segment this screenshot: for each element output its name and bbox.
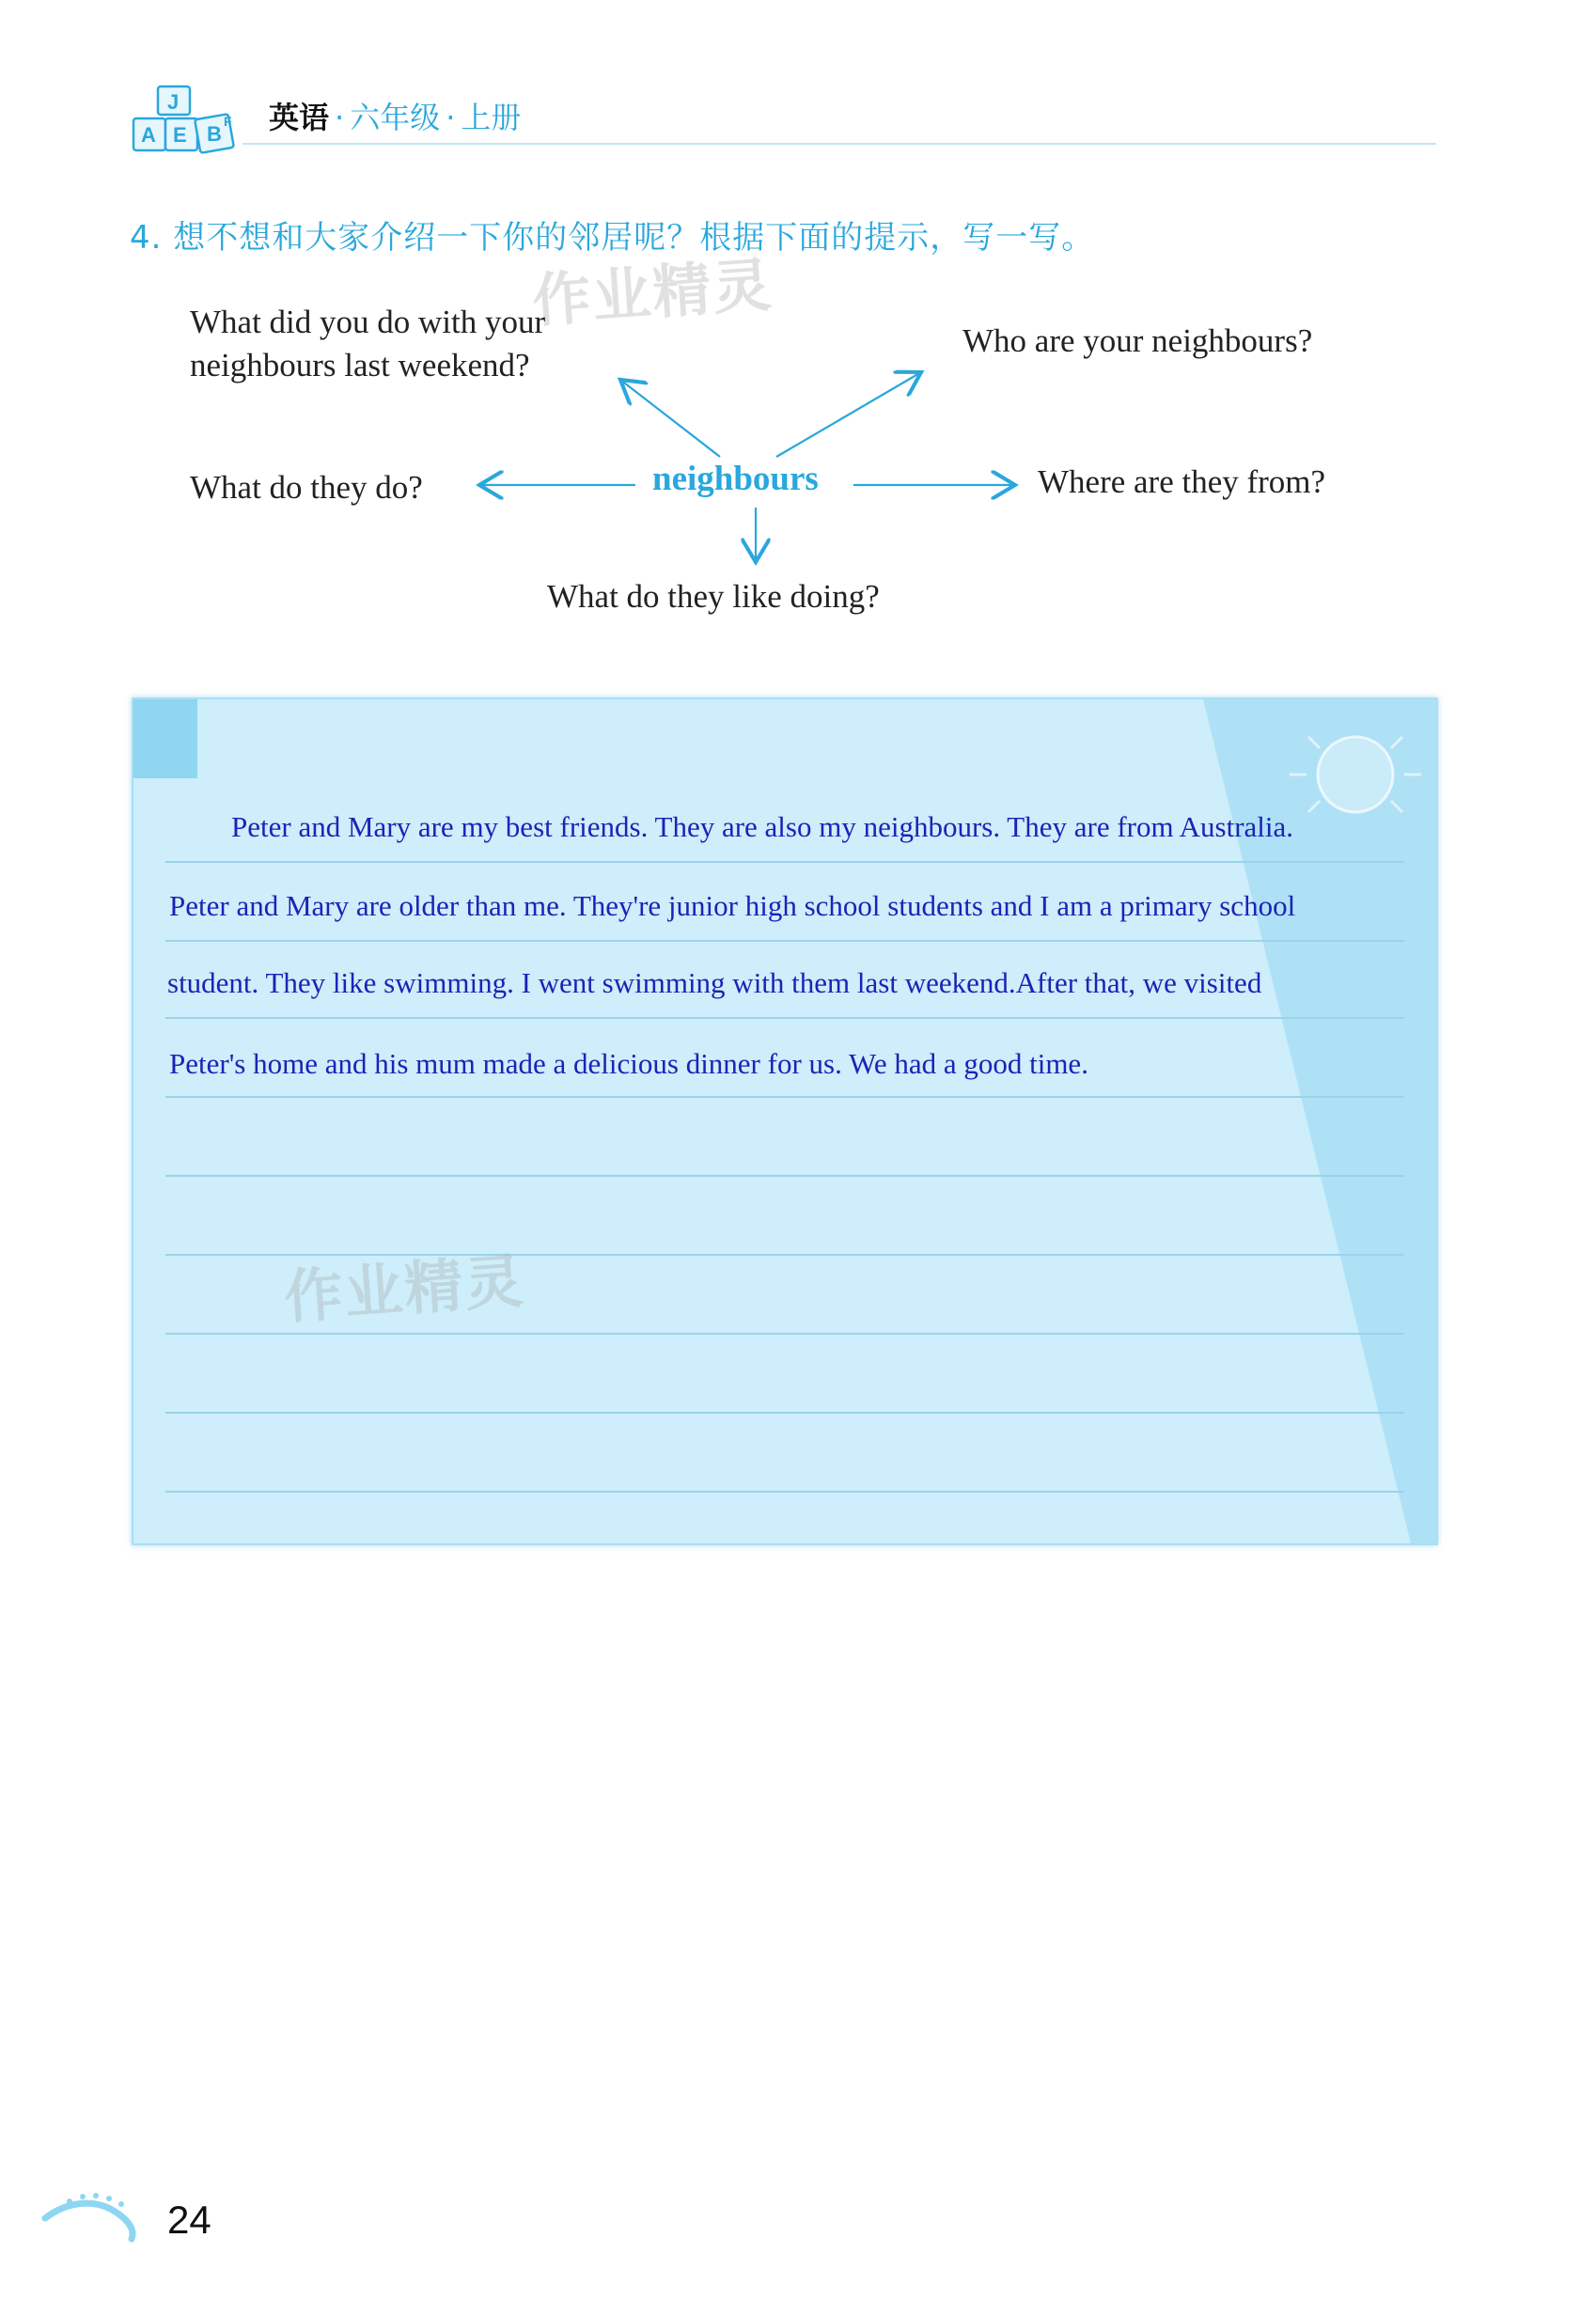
svg-text:A: A xyxy=(141,123,156,147)
wave-ornament-icon xyxy=(41,2190,145,2246)
task-prompt: 4. 想不想和大家介绍一下你的邻居呢？根据下面的提示，写一写。 xyxy=(130,219,1095,257)
answer-line-4: Peter's home and his mum made a delicious dinner for us. We had a good time. xyxy=(169,1047,1088,1080)
writing-line-3 xyxy=(165,1017,1404,1019)
writing-line-4 xyxy=(165,1096,1404,1098)
abc-blocks-logo-icon xyxy=(130,83,241,162)
writing-line-5 xyxy=(165,1175,1404,1177)
writing-card xyxy=(132,697,1438,1545)
writing-line-9 xyxy=(165,1491,1404,1493)
question-last-weekend xyxy=(190,301,545,387)
question-last-weekend-line1: What did you do with your xyxy=(190,304,546,340)
watermark: 作业精灵 xyxy=(530,250,775,336)
volume-label: 上册 xyxy=(461,100,522,135)
question-who: Who are your neighbours? xyxy=(962,322,1313,359)
arrow-to-who xyxy=(776,372,921,457)
answer-line-1: Peter and Mary are my best friends. They are also my neighbours. They are from Australia. xyxy=(231,810,1294,843)
book-title: 英语 · 六年级 · 上册 xyxy=(269,100,522,135)
svg-text:F: F xyxy=(224,114,232,129)
writing-line-1 xyxy=(165,861,1404,863)
mind-map-center: neighbours xyxy=(652,460,819,498)
question-last-weekend-line2: neighbours last weekend? xyxy=(190,347,530,383)
question-do: What do they do? xyxy=(190,469,423,506)
card-corner-stripe xyxy=(133,699,197,778)
writing-line-8 xyxy=(165,1412,1404,1414)
watermark-bottom: 作业精灵 xyxy=(282,1246,527,1332)
subject-label: 英语 xyxy=(269,100,330,135)
answer-line-2: Peter and Mary are older than me. They're junior high school students and I am a primary school xyxy=(169,889,1296,922)
header-divider xyxy=(243,143,1436,145)
writing-line-2 xyxy=(165,940,1404,942)
arrow-to-last-weekend xyxy=(620,380,720,457)
answer-line-3: student. They like swimming. I went swimming with them last weekend.After that, we visited xyxy=(167,966,1262,999)
writing-line-7 xyxy=(165,1333,1404,1335)
svg-text:J: J xyxy=(167,90,180,114)
question-from: Where are they from? xyxy=(1038,463,1326,500)
question-like: What do they like doing? xyxy=(547,578,880,615)
grade-label: 六年级 xyxy=(350,100,441,135)
svg-text:B: B xyxy=(207,122,222,146)
page-number: 24 xyxy=(167,2198,211,2242)
svg-text:E: E xyxy=(173,123,187,147)
